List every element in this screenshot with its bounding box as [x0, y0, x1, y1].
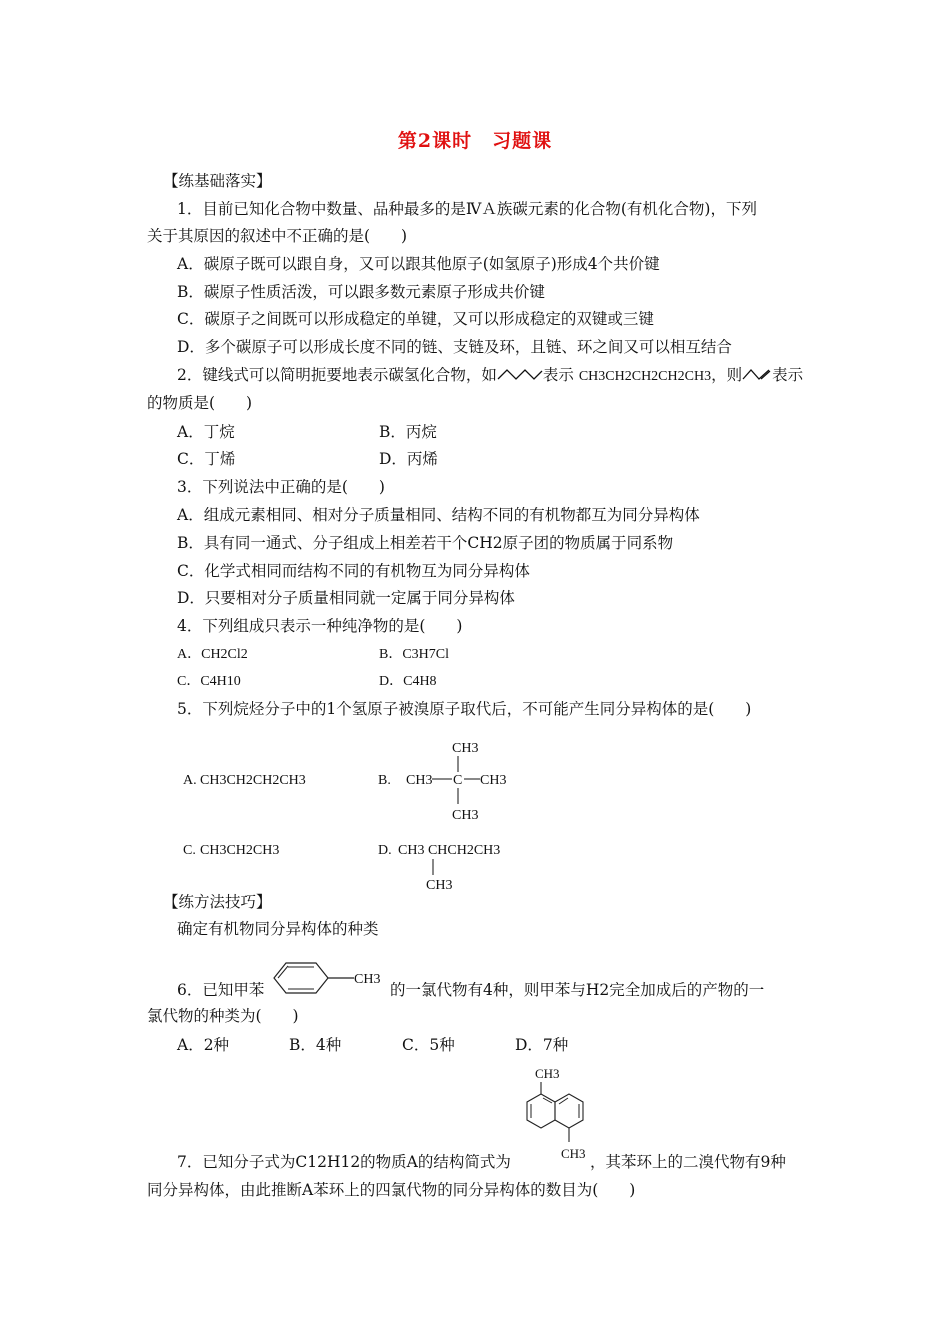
q2-formula: CH3CH2CH2CH2CH3: [578, 369, 712, 384]
q5-c-label: C.: [183, 843, 196, 858]
q1-option-c: C．碳原子之间既可以形成稳定的单键，又可以形成稳定的双键或三键: [177, 310, 654, 328]
q5-d-label: D.: [378, 843, 392, 858]
q2-stem-part4: 表示: [772, 366, 804, 384]
q4-option-b: B．C3H7Cl: [379, 647, 450, 662]
q1-option-a: A．碳原子既可以跟自身，又可以跟其他原子(如氢原子)形成4个共价键: [177, 255, 660, 273]
q2-stem-line2: 的物质是( ): [147, 394, 253, 412]
q6-option-d: D．7种: [515, 1036, 569, 1054]
q5-b-bottom-ch3: CH3: [452, 808, 479, 823]
q3-option-c: C．化学式相同而结构不同的有机物互为同分异构体: [177, 562, 530, 580]
q5-structures: [170, 732, 550, 902]
page-title: 第2课时 习题课: [397, 130, 553, 152]
toluene-ch3: CH3: [354, 972, 381, 987]
q2-stem-part2: 表示: [542, 366, 574, 384]
q2-option-a: A．丁烷: [177, 423, 235, 441]
q3-stem: 3．下列说法中正确的是( ): [177, 478, 385, 496]
section-basic: 【练基础落实】: [163, 172, 272, 190]
q2-option-b: B．丙烷: [379, 423, 437, 441]
q2-option-d: D．丙烯: [379, 450, 438, 468]
q5-b-right-ch3: CH3: [480, 773, 507, 788]
q1-option-b: B．碳原子性质活泼，可以跟多数元素原子形成共价键: [177, 283, 545, 301]
q5-b-center-c: C: [453, 773, 463, 788]
q5-b-top-ch3: CH3: [452, 741, 479, 756]
naphthalene-top-ch3: CH3: [535, 1066, 560, 1081]
q5-d-branch-ch3: CH3: [426, 878, 453, 893]
q3-option-a: A．组成元素相同、相对分子质量相同、结构不同的有机物都互为同分异构体: [177, 506, 700, 524]
q2-stem-part1: 2．键线式可以简明扼要地表示碳氢化合物，如: [177, 366, 497, 384]
q1-stem-line1: 1．目前已知化合物中数量、品种最多的是ⅣＡ族碳元素的化合物(有机化合物)，下列: [177, 200, 757, 218]
pentane-skeletal-icon: [497, 367, 543, 381]
q1-option-d: D．多个碳原子可以形成长度不同的链、支链及环，且链、环之间又可以相互结合: [177, 338, 732, 356]
q7-stem-line2: 同分异构体，由此推断A苯环上的四氯代物的同分异构体的数目为( ): [147, 1181, 636, 1199]
q6-option-b: B．4种: [289, 1036, 342, 1054]
q7-stem-part2: ，其苯环上的二溴代物有9种: [590, 1153, 786, 1171]
q5-b-label: B.: [378, 773, 391, 788]
q5-d-formula: CH3 CHCH2CH3: [398, 843, 501, 858]
benzene-ring-icon: [274, 963, 328, 993]
q1-stem-line2: 关于其原因的叙述中不正确的是( ): [147, 227, 408, 245]
method-subtitle: 确定有机物同分异构体的种类: [177, 920, 379, 938]
section-method: 【练方法技巧】: [163, 893, 272, 911]
q4-option-c: C．C4H10: [177, 674, 241, 689]
naphthalene-bottom-ch3: CH3: [561, 1146, 586, 1161]
q6-stem-part1: 6．已知甲苯: [177, 981, 265, 999]
q2-option-c: C．丁烯: [177, 450, 236, 468]
q6-option-a: A．2种: [177, 1036, 230, 1054]
q5-a-formula: CH3CH2CH2CH3: [200, 773, 306, 788]
q5-stem: 5．下列烷烃分子中的1个氢原子被溴原子取代后，不可能产生同分异构体的是( ): [177, 700, 752, 718]
q2-stem-part3: ，则: [711, 366, 743, 384]
dimethylnaphthalene-structure: [515, 1062, 599, 1170]
q5-c-formula: CH3CH2CH3: [200, 843, 280, 858]
q5-a-label: A.: [183, 773, 197, 788]
q4-option-a: A．CH2Cl2: [177, 647, 248, 662]
propene-skeletal-icon: [742, 367, 772, 381]
naphthalene-ring-icon: [527, 1094, 583, 1128]
q7-stem-part1: 7．已知分子式为C12H12的物质A的结构简式为: [177, 1153, 511, 1171]
q3-option-d: D．只要相对分子质量相同就一定属于同分异构体: [177, 589, 515, 607]
toluene-structure: [268, 955, 390, 1001]
q3-option-b: B．具有同一通式、分子组成上相差若干个CH2原子团的物质属于同系物: [177, 534, 674, 552]
q6-stem-line2: 氯代物的种类为( ): [147, 1007, 299, 1025]
q4-option-d: D．C4H8: [379, 674, 437, 689]
q6-option-c: C．5种: [402, 1036, 455, 1054]
q6-stem-part2: 的一氯代物有4种，则甲苯与H2完全加成后的产物的一: [390, 981, 765, 999]
q4-stem: 4．下列组成只表示一种纯净物的是( ): [177, 617, 463, 635]
q5-b-left-ch3: CH3: [406, 773, 433, 788]
q2-stem-line1: [177, 365, 803, 387]
